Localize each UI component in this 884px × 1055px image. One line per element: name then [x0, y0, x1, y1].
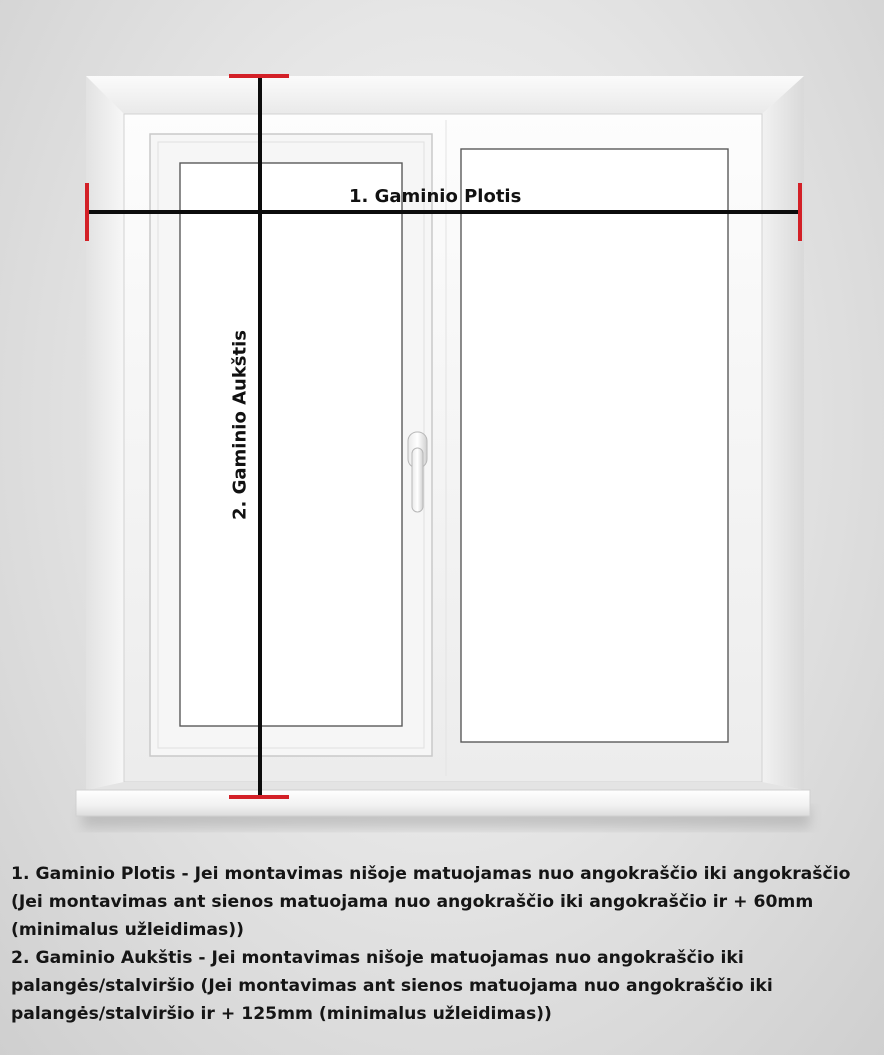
right-reveal: [762, 76, 804, 790]
measurement-instructions: [11, 860, 877, 1028]
window-sill: [76, 782, 810, 828]
left-glass: [180, 163, 402, 726]
width-instruction: 1. Gaminio Plotis - Jei montavimas nišoje matuojamas nuo angokraščio iki angokraščio (Jei montavimas ant sienos matuojama nuo angokraščio iki angokraščio ir + 60mm (minimalus užleidimas)): [11, 864, 851, 940]
top-reveal: [86, 76, 804, 114]
height-label: 2. Gaminio Aukštis: [229, 329, 251, 521]
width-label: 1. Gaminio Plotis: [349, 186, 522, 207]
left-reveal: [86, 76, 124, 790]
height-instruction: 2. Gaminio Aukštis - Jei montavimas nišoje matuojamas nuo angokraščio iki palangės/stalviršio (Jei montavimas ant sienos matuojama nuo angokraščio iki palangės/stalviršio ir + 125mm (minimalus užleidimas)): [11, 948, 773, 1024]
window-frame: [124, 114, 762, 782]
right-glass: [461, 149, 728, 742]
